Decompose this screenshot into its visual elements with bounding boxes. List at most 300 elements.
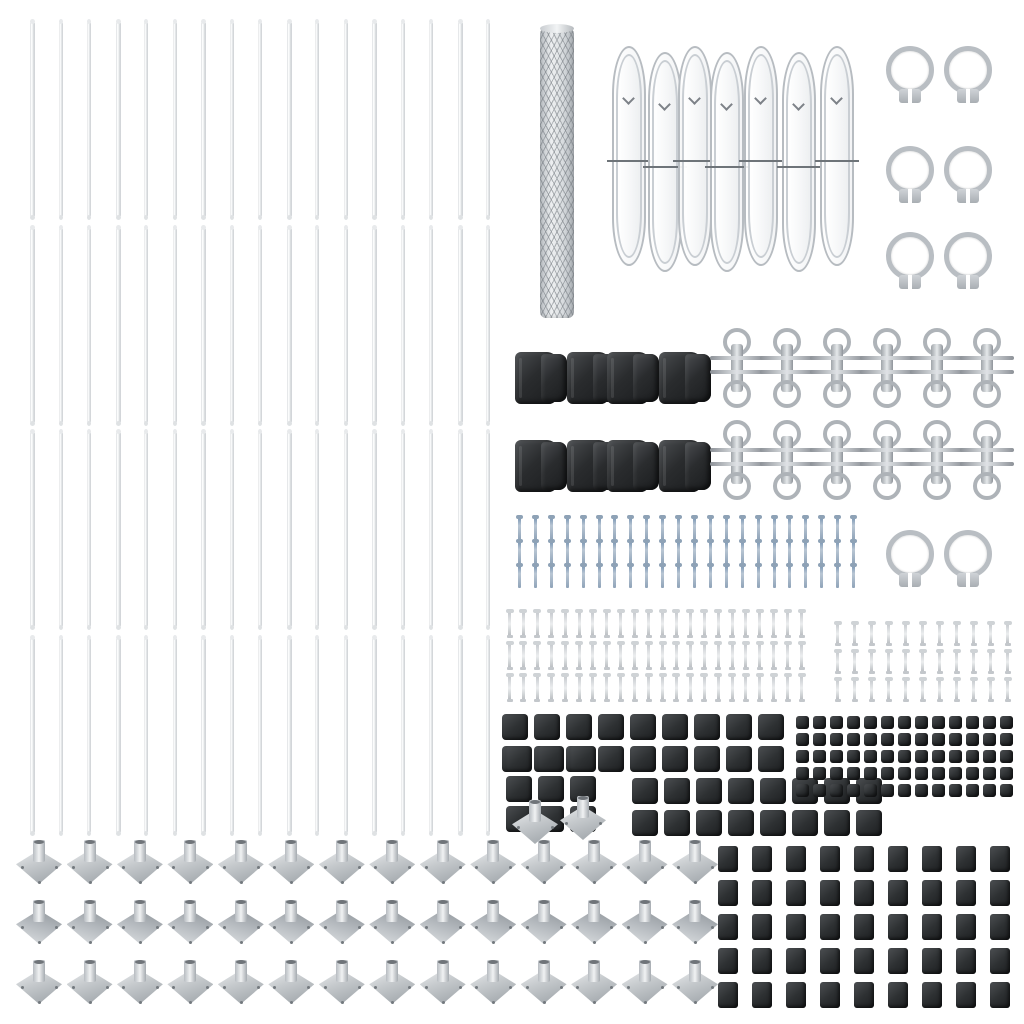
base-plate-socket <box>689 900 701 922</box>
black-clip <box>956 948 976 974</box>
wire-tensioner <box>916 330 958 406</box>
base-plate <box>420 900 466 946</box>
tensioner-bar <box>810 448 864 452</box>
base-plate <box>268 840 314 886</box>
wire-tensioner <box>816 422 858 498</box>
bolt <box>689 676 692 700</box>
clamp-ring-slit <box>908 573 912 587</box>
bolt <box>647 612 650 636</box>
bolt <box>772 612 775 636</box>
cap-edge <box>611 446 614 486</box>
base-plate-hole <box>593 881 596 884</box>
base-plate-socket <box>487 840 499 862</box>
tensioner-eye-bottom <box>923 472 951 500</box>
bolt <box>800 676 803 700</box>
base-plate-hole <box>89 1001 92 1004</box>
black-clip <box>854 914 874 940</box>
base-plate <box>319 960 365 1006</box>
cap-edge <box>571 358 574 398</box>
base-plate-hole <box>240 1001 243 1004</box>
base-plate-hole <box>711 986 714 989</box>
pole <box>59 228 63 423</box>
base-plate-hole <box>122 926 125 929</box>
black-clip <box>888 948 908 974</box>
black-cap-small <box>881 750 894 763</box>
base-plate-hole <box>644 1001 647 1004</box>
bolt <box>972 652 975 672</box>
base-plate <box>117 900 163 946</box>
pole <box>315 638 319 833</box>
base-plate-socket <box>134 900 146 922</box>
base-plate-hole <box>156 866 159 869</box>
base-plate-hole <box>459 866 462 869</box>
screw <box>757 566 760 588</box>
bolt <box>853 624 856 644</box>
base-plate <box>167 960 213 1006</box>
screw <box>518 518 521 540</box>
clamp-ring-body <box>886 530 934 578</box>
bolt <box>921 680 924 700</box>
screw <box>613 566 616 588</box>
tensioner-bar <box>760 462 814 466</box>
black-cap-small <box>813 716 826 729</box>
bolt <box>972 624 975 644</box>
base-plate-hole <box>257 986 260 989</box>
bolt <box>605 644 608 668</box>
base-plate-hole <box>543 941 546 944</box>
black-clip <box>786 880 806 906</box>
base-plate-hole <box>324 926 327 929</box>
pole <box>258 638 262 833</box>
tensioner-bar <box>910 356 964 360</box>
pole <box>258 228 262 423</box>
screw <box>677 518 680 540</box>
screw <box>741 542 744 564</box>
bolt <box>591 612 594 636</box>
base-plate-hole <box>661 986 664 989</box>
screw <box>518 566 521 588</box>
base-plate-socket <box>184 900 196 922</box>
pole <box>429 22 433 217</box>
bolt <box>938 624 941 644</box>
coil-inner-loop <box>824 54 850 258</box>
screw <box>629 542 632 564</box>
base-plate-hole <box>307 986 310 989</box>
black-cap-small <box>796 716 809 729</box>
base-plate-hole <box>661 926 664 929</box>
base-plate-hole <box>72 866 75 869</box>
black-cap-small <box>1000 750 1013 763</box>
base-plate-hole <box>391 941 394 944</box>
black-cap-small <box>1000 784 1013 797</box>
bolt <box>591 676 594 700</box>
base-plate-hole <box>408 866 411 869</box>
black-clip <box>854 948 874 974</box>
black-clip <box>820 846 840 872</box>
base-plate-hole <box>677 926 680 929</box>
black-clip <box>752 880 772 906</box>
bolt <box>564 644 567 668</box>
black-cap-small <box>864 733 877 746</box>
base-plate-socket <box>437 960 449 982</box>
black-clip <box>718 982 738 1008</box>
base-plate-hole <box>139 941 142 944</box>
pole <box>344 432 348 627</box>
black-cap-small <box>966 733 979 746</box>
base-plate-hole <box>509 986 512 989</box>
screw <box>804 566 807 588</box>
base-plate-socket <box>235 960 247 982</box>
clamp-ring-body <box>886 46 934 94</box>
wire-tensioner <box>816 330 858 406</box>
black-cap-small <box>898 716 911 729</box>
black-clip <box>922 948 942 974</box>
base-plate <box>16 840 62 886</box>
bolt <box>786 612 789 636</box>
pole <box>173 638 177 833</box>
bolt <box>870 624 873 644</box>
bolt <box>786 644 789 668</box>
base-plate-socket <box>134 960 146 982</box>
bolt <box>772 676 775 700</box>
bolt <box>605 612 608 636</box>
black-cap-large <box>570 746 596 772</box>
clamp-ring-body <box>886 232 934 280</box>
black-cap-large <box>632 778 658 804</box>
black-cap-large <box>598 746 624 772</box>
cap-edge <box>611 358 614 398</box>
screw <box>741 518 744 540</box>
base-plate-hole <box>694 1001 697 1004</box>
tensioner-bar <box>810 356 864 360</box>
screw <box>820 566 823 588</box>
black-cap-small <box>915 750 928 763</box>
bolt <box>675 612 678 636</box>
black-clip <box>786 982 806 1008</box>
bolt <box>689 612 692 636</box>
tensioner-bar <box>810 462 864 466</box>
tensioner-bar <box>710 370 764 374</box>
bolt <box>921 624 924 644</box>
base-plate-hole <box>139 881 142 884</box>
screw <box>550 518 553 540</box>
base-plate-hole <box>610 986 613 989</box>
black-cap-small <box>898 767 911 780</box>
clamp-ring-body <box>944 232 992 280</box>
base-plate-hole <box>644 941 647 944</box>
black-cap-small <box>932 767 945 780</box>
screw <box>613 542 616 564</box>
wire-coil <box>612 46 646 266</box>
base-plate-hole <box>55 986 58 989</box>
coil-tie <box>815 160 859 162</box>
bolt <box>786 676 789 700</box>
black-cap-large <box>506 746 532 772</box>
black-clip <box>990 948 1010 974</box>
base-plate-socket <box>336 840 348 862</box>
base-plate <box>571 900 617 946</box>
black-cap-large <box>506 776 532 802</box>
base-plate-hole <box>560 926 563 929</box>
black-cap-small <box>881 767 894 780</box>
screw <box>757 542 760 564</box>
pole <box>116 638 121 833</box>
base-plate-hole <box>677 866 680 869</box>
base-plate <box>470 840 516 886</box>
black-clip <box>786 948 806 974</box>
base-plate <box>470 960 516 1006</box>
screw <box>534 518 537 540</box>
coil-inner-loop <box>748 54 774 258</box>
base-plate-hole <box>189 1001 192 1004</box>
pole <box>315 22 319 217</box>
bolt <box>647 676 650 700</box>
pole <box>401 22 405 217</box>
black-cap-small <box>932 733 945 746</box>
base-plate-socket <box>33 840 45 862</box>
post-cap <box>541 354 567 402</box>
base-plate-hole <box>593 941 596 944</box>
cap-edge <box>571 446 574 486</box>
screw <box>598 518 601 540</box>
pole <box>230 228 234 423</box>
pole <box>372 228 377 423</box>
mesh-roll-top <box>540 24 574 33</box>
base-plate-hole <box>55 926 58 929</box>
bolt <box>758 612 761 636</box>
pole <box>230 638 234 833</box>
black-cap-small <box>881 784 894 797</box>
base-plate-socket <box>84 960 96 982</box>
base-plate-hole <box>223 926 226 929</box>
pole <box>344 638 348 833</box>
base-plate-hole <box>223 986 226 989</box>
base-plate-hole <box>425 986 428 989</box>
base-plate-hole <box>38 941 41 944</box>
base-plate <box>521 960 567 1006</box>
tensioner-bar <box>710 448 764 452</box>
clamp-ring-slit <box>908 189 912 203</box>
post-cap <box>685 442 711 490</box>
base-plate-hole <box>257 866 260 869</box>
screw <box>741 566 744 588</box>
tensioner-eye-bottom <box>723 380 751 408</box>
bolt <box>619 612 622 636</box>
bolt <box>578 644 581 668</box>
bolt <box>800 612 803 636</box>
clamp-ring <box>886 46 934 94</box>
base-plate-hole <box>122 866 125 869</box>
black-cap-small <box>864 716 877 729</box>
black-cap-large <box>534 714 560 740</box>
clamp-ring <box>886 146 934 194</box>
screw <box>550 542 553 564</box>
base-plate-socket <box>134 840 146 862</box>
bolt <box>536 612 539 636</box>
tensioner-eye-bottom <box>773 380 801 408</box>
tensioner-bar <box>760 370 814 374</box>
bolt <box>661 676 664 700</box>
tensioner-bar <box>860 448 914 452</box>
tensioner-bar <box>860 462 914 466</box>
black-cap-large <box>502 714 528 740</box>
base-plate-hole <box>240 881 243 884</box>
post-cap <box>633 442 659 490</box>
black-cap-large <box>598 714 624 740</box>
black-cap-small <box>898 750 911 763</box>
screw <box>645 518 648 540</box>
black-clip <box>820 914 840 940</box>
black-cap-large <box>694 746 720 772</box>
base-plate-hole <box>72 986 75 989</box>
bolt <box>689 644 692 668</box>
bolt <box>703 612 706 636</box>
base-plate-hole <box>509 926 512 929</box>
base-plate-hole <box>391 881 394 884</box>
base-plate-hole <box>391 1001 394 1004</box>
base-plate-hole <box>307 866 310 869</box>
pole <box>116 432 121 627</box>
black-cap-small <box>796 733 809 746</box>
black-cap-large <box>662 746 688 772</box>
screw <box>566 566 569 588</box>
black-clip <box>854 846 874 872</box>
base-plate-hole <box>459 926 462 929</box>
cap-edge <box>519 358 522 398</box>
black-cap-small <box>830 784 843 797</box>
base-plate <box>622 840 668 886</box>
mesh-roll <box>540 28 574 318</box>
bolt <box>633 644 636 668</box>
black-cap-small <box>830 716 843 729</box>
bolt <box>904 624 907 644</box>
base-plate-hole <box>543 1001 546 1004</box>
black-cap-large <box>758 746 784 772</box>
black-cap-small <box>813 784 826 797</box>
base-plate-hole <box>206 866 209 869</box>
base-plate-hole <box>560 866 563 869</box>
base-plate-socket <box>336 900 348 922</box>
clamp-ring-body <box>886 146 934 194</box>
pole <box>59 22 63 217</box>
pole <box>201 432 206 627</box>
bolt <box>989 652 992 672</box>
base-plate-socket <box>386 960 398 982</box>
black-cap-small <box>898 733 911 746</box>
black-cap-large <box>630 714 656 740</box>
pole <box>258 22 262 217</box>
pole <box>87 228 91 423</box>
bolt <box>633 612 636 636</box>
black-cap-small <box>881 733 894 746</box>
tensioner-bar <box>910 448 964 452</box>
black-clip <box>956 982 976 1008</box>
black-cap-small <box>949 784 962 797</box>
base-plate-hole <box>694 941 697 944</box>
black-clip <box>990 846 1010 872</box>
base-plate <box>268 900 314 946</box>
bolt <box>508 676 511 700</box>
tensioner-bar <box>710 462 764 466</box>
black-cap-small <box>966 750 979 763</box>
screw <box>661 542 664 564</box>
bolt <box>1006 652 1009 672</box>
screw <box>550 566 553 588</box>
base-plate <box>268 960 314 1006</box>
pole <box>486 22 490 217</box>
tensioner-bar <box>960 448 1014 452</box>
bolt <box>870 652 873 672</box>
black-cap-small <box>949 716 962 729</box>
screw <box>773 566 776 588</box>
base-plate <box>672 960 718 1006</box>
black-cap-small <box>881 716 894 729</box>
pole <box>315 432 319 627</box>
bolt <box>605 676 608 700</box>
bolt <box>564 676 567 700</box>
pole <box>458 22 463 217</box>
black-clip <box>922 846 942 872</box>
base-plate-hole <box>711 866 714 869</box>
screw <box>852 566 855 588</box>
pole <box>230 432 234 627</box>
pole <box>173 22 177 217</box>
tensioner-eye-bottom <box>973 472 1001 500</box>
bolt <box>536 676 539 700</box>
black-cap-large <box>664 810 690 836</box>
pole <box>486 228 490 423</box>
coil-inner-loop <box>616 54 642 258</box>
pole <box>344 228 348 423</box>
screw <box>820 542 823 564</box>
wire-coil <box>678 46 712 266</box>
black-cap-large <box>630 746 656 772</box>
base-plate <box>560 796 606 842</box>
black-cap-large <box>664 778 690 804</box>
cap-edge <box>663 446 666 486</box>
screw <box>677 566 680 588</box>
wire-tensioner <box>766 330 808 406</box>
screw <box>582 542 585 564</box>
base-plate-hole <box>711 926 714 929</box>
bolt <box>717 612 720 636</box>
base-plate-socket <box>487 900 499 922</box>
black-cap-small <box>830 750 843 763</box>
base-plate-hole <box>139 1001 142 1004</box>
black-cap-small <box>915 716 928 729</box>
base-plate-hole <box>55 866 58 869</box>
base-plate <box>420 840 466 886</box>
bolt <box>675 644 678 668</box>
pole <box>201 228 206 423</box>
clamp-ring-slit <box>908 275 912 289</box>
pole <box>287 432 292 627</box>
clamp-ring <box>944 146 992 194</box>
pole <box>87 638 91 833</box>
black-cap-small <box>796 767 809 780</box>
pole <box>144 638 148 833</box>
base-plate-socket <box>588 960 600 982</box>
base-plate-hole <box>425 866 428 869</box>
base-plate-socket <box>689 840 701 862</box>
base-plate-hole <box>677 986 680 989</box>
bolt <box>744 644 747 668</box>
base-plate-hole <box>644 881 647 884</box>
wire-tensioner <box>966 422 1008 498</box>
black-cap-small <box>796 784 809 797</box>
base-plate-socket <box>235 900 247 922</box>
bolt <box>772 644 775 668</box>
